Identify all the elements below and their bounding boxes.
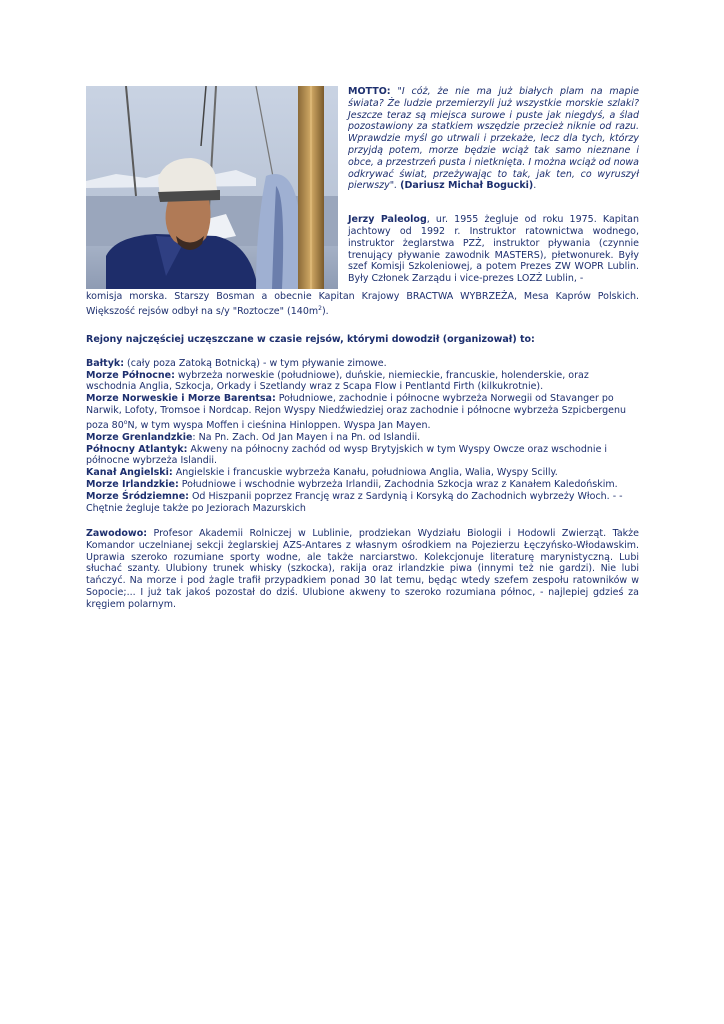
region-text: wybrzeża norweskie (południowe), duńskie, niemieckie, francuskie, holenderskie, oraz wschodnia Anglia, Szkocja, Orkady i Szetlandy wraz z Scapa Flow i Pentlantd Firth (kilkukrotnie). [86, 369, 589, 393]
region-text: (cały poza Zatoką Botnicką) - w tym pływanie zimowe. [124, 357, 387, 369]
region-text: Południowe i wschodnie wybrzeża Irlandii, Zachodnia Szkocja wraz z Kanałem Kaledońskim. [178, 478, 618, 490]
region-label: Morze Norweskie i Morze Barentsa: [86, 393, 276, 405]
region-label: Kanał Angielski: [86, 467, 173, 479]
region-label: Morze Grenlandzkie [86, 431, 193, 443]
bio-text-right: , ur. 1955 żegluje od roku 1975. Kapitan jachtowy od 1992 r. Instruktor ratownictwa wodnego, instruktor żeglarstwa PZŻ, instruktor pływania (czynnie trenujący pływanie zawodnik MASTERS), płetwonurek. Były szef Komisji Szkoleniowej, a potem Prezes ZW WOPR Lublin. Były Członek Zarządu i vice-prezes LOZŻ Lublin, - [348, 214, 639, 285]
region-label: Północny Atlantyk: [86, 443, 188, 455]
region-item [86, 444, 639, 468]
region-item [86, 358, 639, 370]
career-text: Profesor Akademii Rolniczej w Lublinie, prodziekan Wydziału Biologii i Hodowli Zwierząt. Także Komandor uczelnianej sekcji żeglarskiej AZS-Antares z własnym ośrodkiem na Pojezierzu Łęczyńsko-Włodawskim. Uprawia szeroko rozumiane sporty wodne, ale także narciarstwo. Kolekcjonuje literaturę marynistyczną. Lubi słuchać szanty. Ulubiony trunek whisky (szkocka), rakija oraz irlandzkie piwa (innymi też nie gardzi). Nie lubi tańczyć. Na morze i pod żagle trafił przypadkiem ponad 30 lat temu, będąc wtedy szefem zespołu ratowników w Sopocie;... I już tak jakoś pozostał do dziś. Ulubione akweny to szeroko rozumiana północ, - najlepiej gdzieś za kręgiem polarnym. [86, 528, 639, 610]
region-text: Od Hiszpanii poprzez Francję wraz z Sardynią i Korsyką do Zachodnich wybrzeży Włoch. - - Chętnie żegluje także po Jeziorach Mazurskich [86, 490, 623, 514]
region-sup: o [123, 418, 128, 426]
bio-text-end: ). [321, 305, 329, 317]
right-column [348, 86, 639, 285]
motto-label: MOTTO: [348, 86, 391, 97]
career-section [86, 528, 639, 611]
region-text: Angielskie i francuskie wybrzeża Kanału, południowa Anglia, Walia, Wyspy Scilly. [172, 467, 558, 479]
region-item [86, 393, 639, 432]
region-label: Bałtyk: [86, 357, 125, 369]
bio-name: Jerzy Paleolog [348, 214, 427, 226]
region-item [86, 432, 639, 444]
bio-text-full: komisja morska. Starszy Bosman a obecnie Kapitan Krajowy BRACTWA WYBRZEŻA, Mesa Kaprów Polskich. Większość rejsów odbył na s/y "Roztocze" (140m [86, 291, 639, 317]
bio-sup: 2 [318, 304, 322, 312]
sailor-portrait-image [86, 86, 338, 289]
career-label: Zawodowo: [86, 528, 148, 539]
region-text: : Na Pn. Zach. Od Jan Mayen i na Pn. od Islandii. [192, 431, 421, 443]
bio-paragraph-full [86, 291, 639, 318]
career-paragraph [86, 528, 639, 611]
region-text: Akweny na północny zachód od wysp Brytyjskich w tym Wyspy Owcze oraz wschodnie i północne wybrzeża Islandii. [86, 443, 608, 467]
motto-author: (Dariusz Michał Bogucki) [400, 180, 534, 192]
region-text: Południowe, zachodnie i północne wybrzeża Norwegii od Stavanger po Narwik, Lofoty, Tromsoe i Nordcap. Rejon Wyspy Niedźwiedziej oraz zachodnie i północne wybrzeża Szpicbergenu poza 80 [86, 393, 627, 431]
regions-section [86, 334, 639, 514]
motto-author-end: . [533, 180, 537, 192]
region-item [86, 479, 639, 491]
motto-quote: "I cóż, że nie ma już białych plam na mapie świata? Że ludzie przemierzyli już wszystkie morskie szlaki? Jeszcze teraz są miejsca surowe i puste jak niegdyś, a ślad pozostawiony za statkiem wszędzie przecież niknie od razu. Wprawdzie myśl go utrwali i przekaże, lecz dla tych, którzy przyjdą potem, morze będzie wciąż tak samo nieznane i obce, a przestrzeń pusta i nietknięta. I można wciąż od nowa odkrywać świat, przeżywając to tak, jak ten, co wyruszył pierwszy". [348, 86, 639, 192]
motto-paragraph [348, 86, 639, 192]
portrait-photo [86, 86, 338, 289]
region-label: Morze Śródziemne: [86, 490, 189, 502]
region-label: Morze Północne: [86, 369, 175, 381]
region-label: Morze Irlandzkie: [86, 478, 179, 490]
region-item [86, 467, 639, 479]
region-text-2: N, w tym wyspa Moffen i cieśnina Hinloppen. Wyspa Jan Mayen. [127, 419, 431, 431]
region-item [86, 370, 639, 394]
regions-heading: Rejony najczęściej uczęszczane w czasie rejsów, którymi dowodził (organizował) to: [86, 334, 535, 345]
bio-paragraph-right [348, 214, 639, 285]
region-item [86, 491, 639, 515]
